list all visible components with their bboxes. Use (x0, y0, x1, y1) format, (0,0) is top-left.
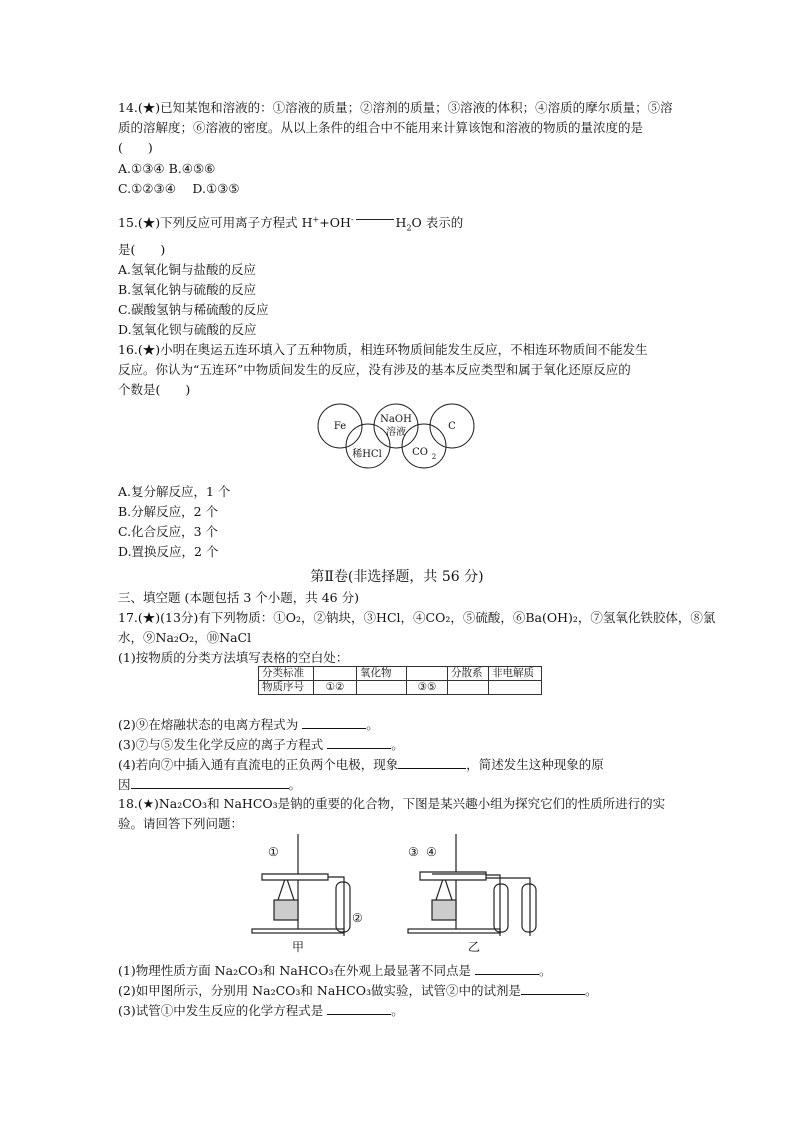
q16-option-c: C.化合反应，3 个 (118, 524, 219, 539)
q15-option-b: B.氢氧化钠与硫酸的反应 (118, 282, 257, 297)
q16-option-b: B.分解反应，2 个 (118, 504, 219, 519)
q17-sub4-text-b: ，简述发生这种现象的原 (466, 757, 604, 772)
table-cell: 非电解质 (489, 667, 542, 681)
q14-options-ab: A.①③④ B.④⑤⑥ (118, 161, 216, 176)
table-cell: 物质序号 (259, 681, 314, 695)
answer-blank[interactable] (327, 736, 391, 749)
table-cell: ①② (314, 681, 357, 695)
ring-label-c: C (448, 421, 456, 432)
table-row (259, 681, 542, 695)
period: 。 (538, 963, 552, 978)
table-cell (448, 681, 489, 695)
table-cell (314, 667, 357, 681)
answer-blank[interactable] (398, 756, 466, 769)
q16-stem-line2: 反应。你认为“五连环”中物质间发生的反应，没有涉及的基本反应类型和属于氧化还原反应的 (118, 362, 631, 377)
q17-sub3 (118, 736, 404, 753)
stand-base-jia (252, 929, 344, 933)
period: 。 (391, 1003, 404, 1018)
q17-sub4-cont (118, 776, 301, 793)
test-tube-yi-3 (522, 884, 536, 932)
test-tube-yi-outer (420, 872, 486, 880)
q17-sub1: (1)按物质的分类方法填写表格的空白处： (118, 650, 349, 665)
q18-sub3 (118, 1002, 404, 1019)
table-cell (357, 681, 407, 695)
table-cell: ③⑤ (407, 681, 448, 695)
mark-2: ② (352, 911, 363, 925)
table-row (259, 667, 542, 681)
q15-stem-a: 15.(★)下列反应可用离子方程式 H (118, 215, 313, 231)
q14-stem-line2: 质的溶解度；⑥溶液的密度。从以上条件的组合中不能用来计算该饱和溶液的物质的量浓度的是 (118, 120, 644, 135)
table-cell (407, 667, 448, 681)
q14-stem-line1: 14.(★)已知某饱和溶液的：①溶液的质量；②溶剂的质量；③溶液的体积；④溶质的摩尔质量；⑤溶 (118, 100, 673, 115)
q17-sub4-text-a: (4)若向⑦中插入通有直流电的正负两个电极，现象 (118, 757, 399, 772)
label-jia: 甲 (292, 940, 305, 954)
q18-stem-line1: 18.(★)Na₂CO₃和 NaHCO₃是钠的重要的化合物，下图是某兴趣小组为探究它们的性质所进行的实 (118, 796, 666, 811)
q15-stem-line2: 是( ) (118, 242, 166, 257)
ring-label-hcl: 稀HCl (352, 449, 382, 460)
q17-sub2 (118, 716, 379, 733)
q15-sub-2: 2 (406, 223, 412, 233)
experiment-apparatus-diagram (250, 828, 550, 956)
period: 。 (391, 737, 404, 752)
section2-title: 第Ⅱ卷(非选择题，共 56 分) (310, 569, 484, 585)
ring-co2 (402, 424, 446, 468)
q15-stem-c: H (395, 215, 407, 231)
q17-sub4 (118, 756, 604, 773)
q17-stem-line2: 水，⑨Na₂O₂，⑩NaCl (118, 630, 252, 645)
burner-yi (432, 900, 456, 920)
table-cell: 分类标准 (259, 667, 314, 681)
answer-blank[interactable] (131, 776, 289, 789)
table-cell (489, 681, 542, 695)
q15-option-a: A.氢氧化铜与盐酸的反应 (118, 262, 257, 277)
answer-blank[interactable] (327, 1002, 391, 1015)
equation-arrow-line (356, 219, 394, 228)
q15-sup-minus: - (350, 215, 354, 224)
label-yi: 乙 (468, 940, 481, 954)
olympic-rings-diagram (312, 398, 488, 470)
burner-jia (274, 900, 298, 920)
ring-label-solution: 溶液 (386, 427, 406, 438)
stand-base-yi (408, 929, 500, 933)
period: 。 (585, 983, 598, 998)
table-cell: 氧化物 (357, 667, 407, 681)
q15-stem (118, 212, 463, 237)
period: 。 (366, 717, 379, 732)
q17-sub3-text: (3)⑦与⑤发生化学反应的离子方程式 (118, 737, 324, 752)
q18-sub1 (118, 962, 552, 979)
ring-hcl (346, 424, 390, 468)
ring-naoh (374, 404, 418, 448)
answer-blank[interactable] (302, 716, 366, 729)
answer-blank[interactable] (521, 982, 585, 995)
q15-stem-d: O 表示的 (411, 215, 464, 231)
mark-3: ③ (408, 845, 419, 859)
q18-stem-line2: 验。请回答下列问题： (118, 816, 244, 831)
mark-4: ④ (426, 845, 437, 859)
q15-option-d: D.氢氧化钡与硫酸的反应 (118, 322, 257, 337)
answer-blank[interactable] (475, 962, 539, 975)
q18-sub2 (118, 982, 598, 999)
q17-sub4-text-c: 因 (118, 777, 131, 792)
test-tube-jia-1 (262, 874, 328, 880)
classification-table (258, 666, 542, 695)
ring-label-naoh: NaOH (380, 414, 412, 425)
q16-stem-line1: 16.(★)小明在奥运五连环填入了五种物质，相连环物质间能发生反应，不相连环物质间不能发生 (118, 342, 648, 357)
q17-stem-line1: 17.(★)(13分)有下列物质：①O₂，②钠块，③HCl，④CO₂，⑤硫酸，⑥Ba(OH)₂，⑦氢氧化铁胶体，⑧氯 (118, 610, 716, 625)
q15-option-c: C.碳酸氢钠与稀硫酸的反应 (118, 302, 269, 317)
period: 。 (288, 777, 302, 792)
section-fill-heading: 三、填空题 (本题包括 3 个小题，共 46 分) (118, 590, 359, 605)
q14-answer-paren: ( ) (118, 140, 153, 155)
q14-options-cd: C.①②③④ D.①③⑤ (118, 181, 240, 196)
ring-label-co: CO (412, 447, 428, 458)
ring-label-fe: Fe (333, 421, 347, 432)
test-tube-jia-2 (336, 882, 350, 932)
q16-option-d: D.置换反应，2 个 (118, 544, 219, 559)
q18-sub1-text: (1)物理性质方面 Na₂CO₃和 NaHCO₃在外观上最显著不同点是 (118, 963, 471, 978)
test-tube-yi-2 (494, 884, 508, 932)
q16-stem-line3: 个数是( ) (118, 382, 191, 397)
q17-sub2-text: (2)⑨在熔融状态的电离方程式为 (118, 717, 299, 732)
q15-stem-b: +OH (319, 215, 351, 231)
q15-sup-plus: + (312, 215, 320, 224)
q18-sub2-text: (2)如甲图所示，分别用 Na₂CO₃和 NaHCO₃做实验，试管②中的试剂是 (118, 983, 521, 998)
q18-sub3-text: (3)试管①中发生反应的化学方程式是 (118, 1003, 324, 1018)
q16-option-a: A.复分解反应，1 个 (118, 484, 231, 499)
table-cell: 分散系 (448, 667, 489, 681)
ring-label-co2-sub: 2 (431, 453, 437, 461)
mark-1: ① (268, 845, 279, 859)
